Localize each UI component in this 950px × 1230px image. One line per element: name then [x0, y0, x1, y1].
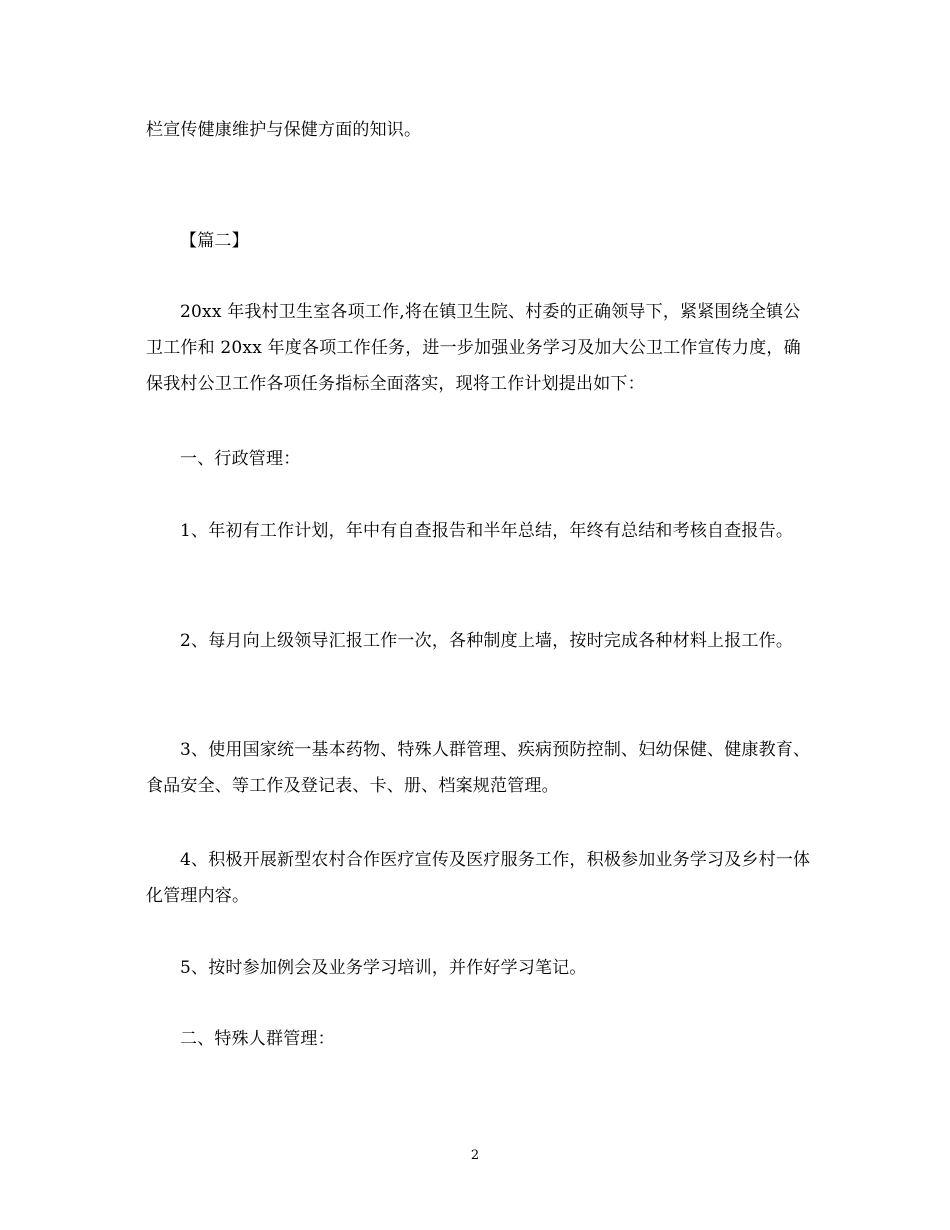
heading-administrative-management: 一、行政管理：: [180, 449, 301, 469]
page-number: 2: [470, 1148, 480, 1163]
list-item-2: 2、每月向上级领导汇报工作一次，各种制度上墙，按时完成各种材料上报工作。: [180, 631, 794, 651]
list-item-4: 4、积极开展新型农村合作医疗宣传及医疗服务工作，积极参加业务学习及乡村一体化管理内容。: [146, 850, 811, 906]
list-item-5: 5、按时参加例会及业务学习培训，并作好学习笔记。: [180, 958, 587, 978]
list-item-3: 3、使用国家统一基本药物、特殊人群管理、疾病预防控制、妇幼保健、健康教育、食品安全、等工作及登记表、卡、册、档案规范管理。: [146, 740, 811, 796]
section-heading-part-two: 【篇二】: [180, 231, 249, 251]
list-item-1: 1、年初有工作计划，年中有自查报告和半年总结，年终有总结和考核自查报告。: [180, 521, 794, 541]
paragraph-continuation: 栏宣传健康维护与保健方面的知识。: [146, 120, 422, 140]
paragraph-intro: 20xx 年我村卫生室各项工作,将在镇卫生院、村委的正确领导下，紧紧围绕全镇公卫工作和 20xx 年度各项工作任务，进一步加强业务学习及加大公卫工作宣传力度，确保我村公卫工作各项任务指标全面落实，现将工作计划提出如下：: [146, 302, 801, 394]
heading-special-population-management: 二、特殊人群管理：: [180, 1029, 335, 1049]
